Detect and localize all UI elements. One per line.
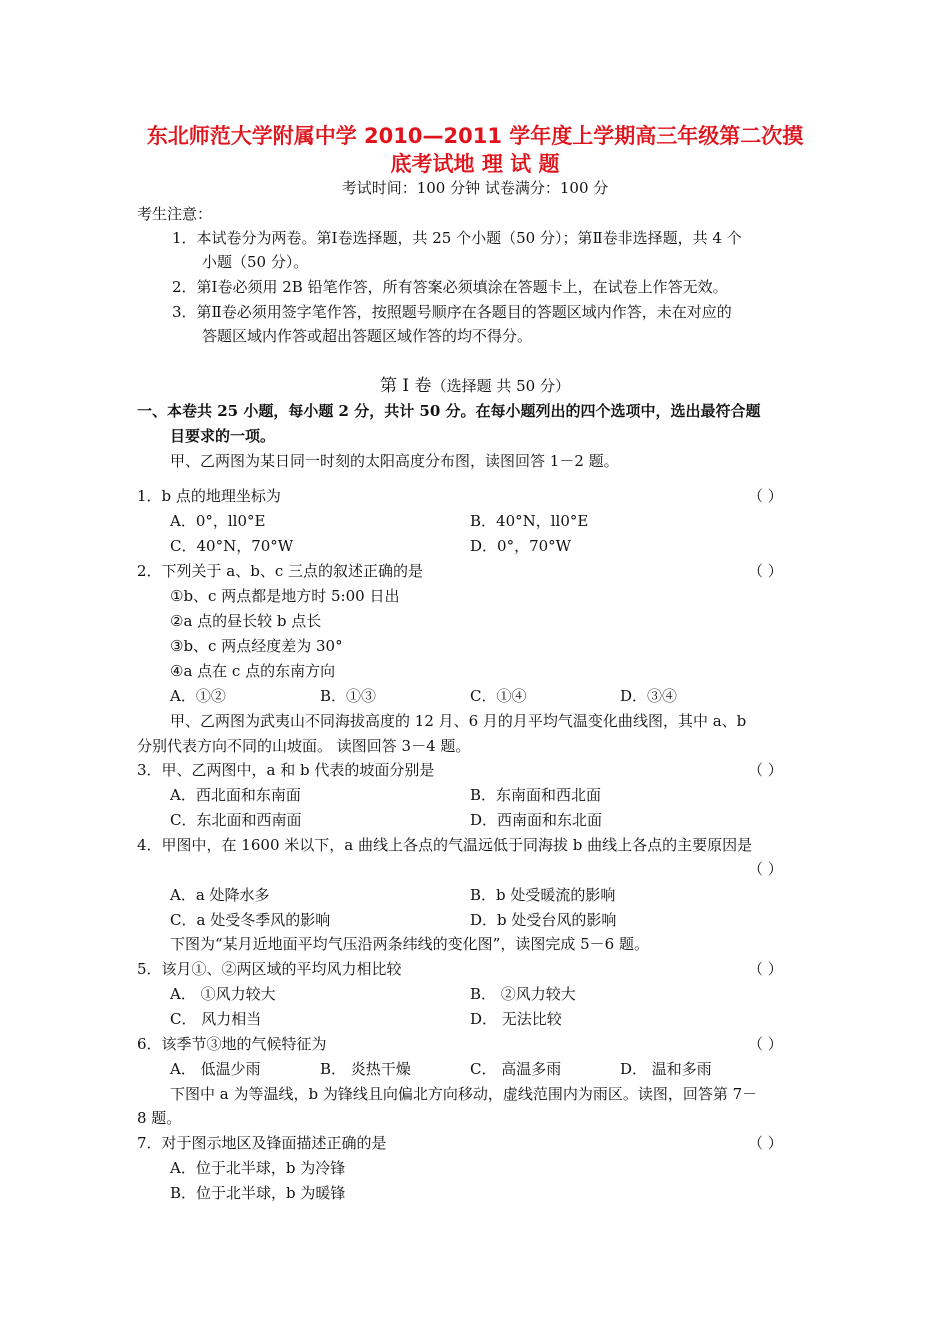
question-6-stem: 6．该季节③地的气候特征为 [137,1035,327,1053]
question-2-option-a: A．①② [170,687,226,705]
question-7-option-b: B．位于北半球，b 为暖锋 [170,1184,346,1202]
question-3-option-b: B．东南面和西北面 [470,786,602,804]
notice-item-3: 3．第Ⅱ卷必须用签字笔作答，按照题号顺序在各题目的答题区域内作答，未在对应的 [172,303,732,321]
question-2-statement-3: ③b、c 两点经度差为 30° [170,637,343,655]
question-6-answer-bracket: （ ） [748,1035,783,1053]
notice-item-1: 1．本试卷分为两卷。第Ⅰ卷选择题，共 25 个小题（50 分）；第Ⅱ卷非选择题，共 4 个 [172,229,742,247]
question-5-option-b: B． ②风力较大 [470,985,576,1003]
section-title-sub: （选择题 共 50 分） [431,377,570,395]
question-7-answer-bracket: （ ） [748,1134,783,1152]
exam-title-line2: 底考试地 理 试 题 [390,152,560,176]
question-6-option-d: D． 温和多雨 [620,1060,712,1078]
question-1-option-a: A．0°，ll0°E [170,512,266,530]
question-1-stem: 1．b 点的地理坐标为 [137,487,281,505]
notice-heading: 考生注意： [137,205,213,223]
question-5-option-d: D． 无法比较 [470,1010,562,1028]
question-1-option-c: C．40°N，70°W [170,537,294,555]
question-2-answer-bracket: （ ） [748,562,783,580]
question-3-option-d: D．西南面和东北面 [470,811,603,829]
question-4-option-c: C．a 处受冬季风的影响 [170,911,331,929]
question-3-option-a: A．西北面和东南面 [170,786,301,804]
question-2-option-c: C．①④ [470,687,527,705]
question-5-option-a: A． ①风力较大 [170,985,276,1003]
intro-q3-4-line2: 分别代表方向不同的山坡面。 读图回答 3－4 题。 [137,737,471,755]
intro-q1-2: 甲、乙两图为某日同一时刻的太阳高度分布图，读图回答 1－2 题。 [170,452,619,470]
exam-title-line1: 东北师范大学附属中学 2010—2011 学年度上学期高三年级第二次摸 [146,124,804,148]
question-2-option-b: B．①③ [320,687,377,705]
question-1-option-b: B．40°N，ll0°E [470,512,589,530]
section-instruction-line2: 目要求的一项。 [170,427,276,445]
intro-q3-4-line1: 甲、乙两图为武夷山不同海拔高度的 12 月、6 月的月平均气温变化曲线图，其中 a、b [170,712,747,730]
question-1-option-d: D．0°，70°W [470,537,572,555]
question-3-stem: 3．甲、乙两图中，a 和 b 代表的坡面分别是 [137,761,435,779]
question-3-option-c: C．东北面和西南面 [170,811,302,829]
question-6-option-c: C． 高温多雨 [470,1060,562,1078]
question-2-statement-1: ①b、c 两点都是地方时 5:00 日出 [170,587,400,605]
question-6-option-a: A． 低温少雨 [170,1060,261,1078]
question-6-option-b: B． 炎热干燥 [320,1060,411,1078]
section-instruction-line1: 一、本卷共 25 小题，每小题 2 分，共计 50 分。在每小题列出的四个选项中，选出最符合题 [137,402,761,420]
question-5-option-c: C． 风力相当 [170,1010,262,1028]
question-2-statement-4: ④a 点在 c 点的东南方向 [170,662,336,680]
intro-q5-6: 下图为“某月近地面平均气压沿两条纬线的变化图”，读图完成 5－6 题。 [170,935,649,953]
question-4-answer-bracket: （ ） [748,860,783,878]
question-5-stem: 5．该月①、②两区域的平均风力相比较 [137,960,402,978]
notice-item-3-cont: 答题区域内作答或超出答题区域作答的均不得分。 [202,327,533,345]
question-3-answer-bracket: （ ） [748,761,783,779]
notice-item-2: 2．第Ⅰ卷必须用 2B 铅笔作答，所有答案必须填涂在答题卡上，在试卷上作答无效。 [172,278,728,296]
question-4-option-b: B．b 处受暖流的影响 [470,886,616,904]
question-2-option-d: D．③④ [620,687,678,705]
intro-q7-8-line2: 8 题。 [137,1109,182,1127]
question-7-stem: 7．对于图示地区及锋面描述正确的是 [137,1134,387,1152]
intro-q7-8-line1: 下图中 a 为等温线，b 为锋线且向偏北方向移动，虚线范围内为雨区。读图，回答第 7－ [170,1085,758,1103]
question-2-stem: 2．下列关于 a、b、c 三点的叙述正确的是 [137,562,424,580]
question-4-option-d: D．b 处受台风的影响 [470,911,617,929]
question-4-stem: 4．甲图中，在 1600 米以下，a 曲线上各点的气温远低于同海拔 b 曲线上各点的主要原因是 [137,836,753,854]
question-7-option-a: A．位于北半球，b 为冷锋 [170,1159,346,1177]
question-5-answer-bracket: （ ） [748,960,783,978]
question-4-option-a: A．a 处降水多 [170,886,270,904]
section-title-main: 第 Ⅰ 卷 [380,376,432,396]
exam-time-and-score: 考试时间：100 分钟 试卷满分：100 分 [341,179,609,197]
notice-item-1-cont: 小题（50 分）。 [202,253,309,271]
section-title [0,375,950,397]
question-2-statement-2: ②a 点的昼长较 b 点长 [170,612,322,630]
question-1-answer-bracket: （ ） [748,487,783,505]
